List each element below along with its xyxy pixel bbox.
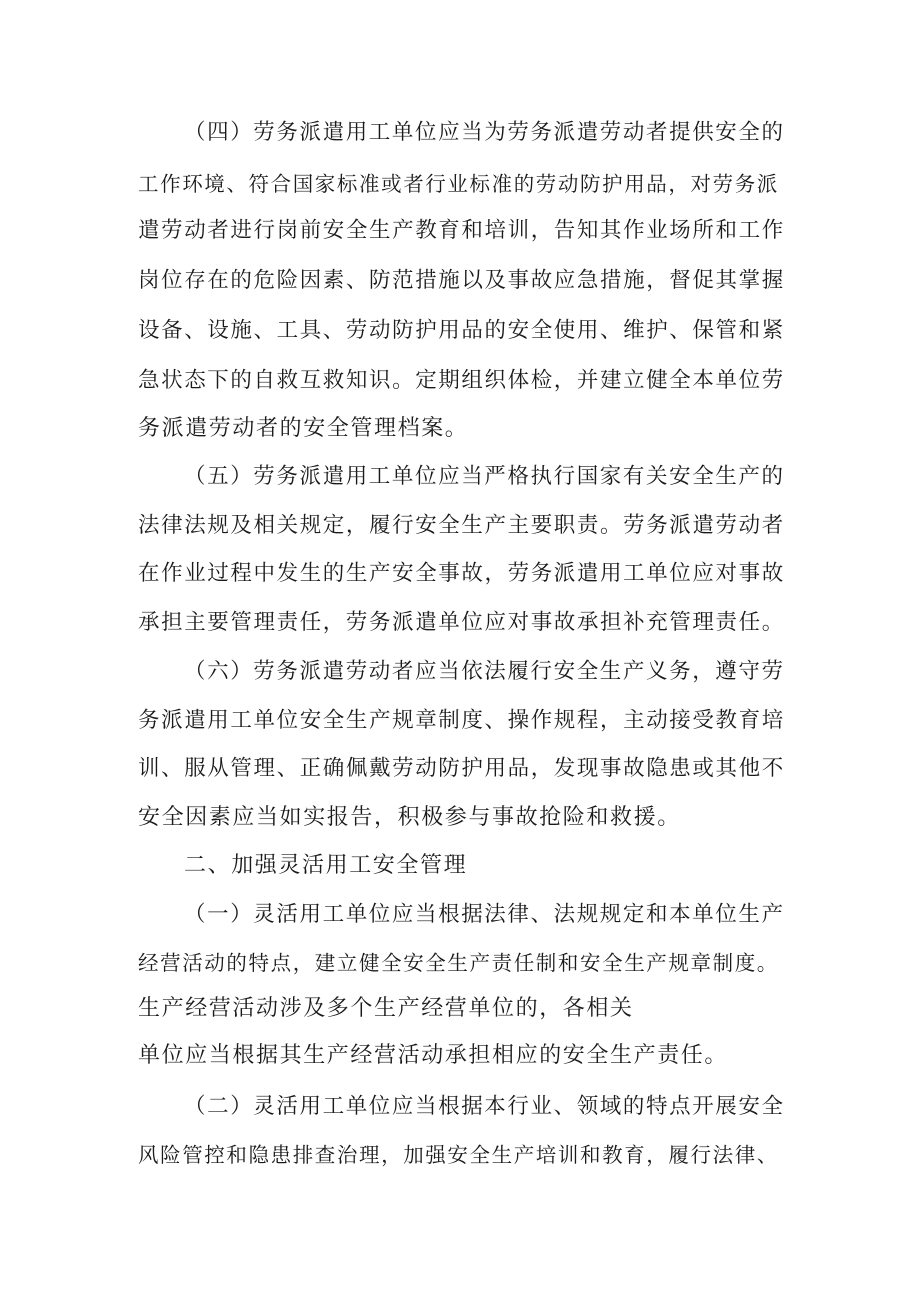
paragraph-4-line-3: 遣劳动者进行岗前安全生产教育和培训，告知其作业场所和工作 (138, 218, 785, 243)
paragraph-1-line-3: 生产经营活动涉及多个生产经营单位的，各相关 (138, 996, 634, 1021)
paragraph-5-line-1: （五）劳务派遣用工单位应当严格执行国家有关安全生产的 (184, 464, 785, 489)
paragraph-6-line-3: 训、服从管理、正确佩戴劳动防护用品，发现事故隐患或其他不 (138, 756, 785, 781)
paragraph-6-line-2: 务派遣用工单位安全生产规章制度、操作规程，主动接受教育培 (138, 708, 785, 733)
paragraph-5-line-3: 在作业过程中发生的生产安全事故，劳务派遣用工单位应对事故 (138, 561, 785, 586)
paragraph-6-line-4: 安全因素应当如实报告，积极参与事故抢险和救援。 (138, 805, 681, 830)
paragraph-2-line-1: （二）灵活用工单位应当根据本行业、领域的特点开展安全 (184, 1094, 785, 1119)
paragraph-4-line-4: 岗位存在的危险因素、防范措施以及事故应急措施，督促其掌握 (138, 268, 785, 293)
paragraph-4-line-2: 工作环境、符合国家标准或者行业标准的劳动防护用品，对劳务派 (138, 172, 779, 196)
section-heading: 二、加强灵活用工安全管理 (184, 853, 468, 878)
paragraph-2-line-2: 风险管控和隐患排查治理，加强安全生产培训和教育，履行法律、 (138, 1143, 779, 1167)
paragraph-4-line-6: 急状态下的自救互救知识。定期组织体检，并建立健全本单位劳 (138, 368, 785, 393)
paragraph-6-line-1: （六）劳务派遣劳动者应当依法履行安全生产义务，遵守劳 (184, 659, 785, 684)
paragraph-5-line-2: 法律法规及相关规定，履行安全生产主要职责。劳务派遣劳动者 (138, 513, 785, 538)
paragraph-4-line-1: （四）劳务派遣用工单位应当为劳务派遣劳动者提供安全的 (184, 120, 785, 145)
paragraph-4-line-5: 设备、设施、工具、劳动防护用品的安全使用、维护、保管和紧 (138, 318, 785, 343)
paragraph-1-line-1: （一）灵活用工单位应当根据法律、法规规定和本单位生产 (184, 902, 785, 927)
paragraph-4-line-7: 务派遣劳动者的安全管理档案。 (138, 416, 469, 441)
paragraph-5-line-4: 承担主要管理责任，劳务派遣单位应对事故承担补充管理责任。 (138, 610, 785, 635)
paragraph-1-line-2: 经营活动的特点，建立健全安全生产责任制和安全生产规章制度。 (138, 951, 779, 975)
paragraph-1-line-4: 单位应当根据其生产经营活动承担相应的安全生产责任。 (138, 1043, 729, 1068)
